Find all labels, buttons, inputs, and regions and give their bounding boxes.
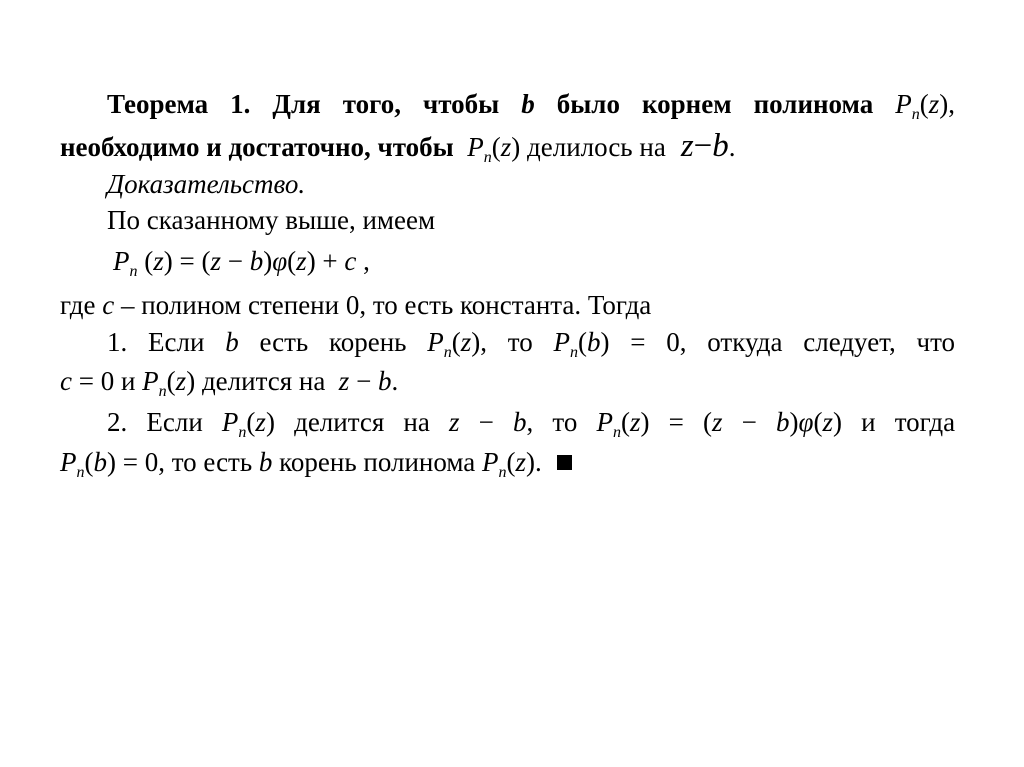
formula-pn-z: $P_n(z)$ xyxy=(142,366,196,400)
item2-text: то есть xyxy=(171,447,253,477)
formula-c-zero: c = 0 xyxy=(60,366,115,396)
item1-word: откуда xyxy=(707,327,783,357)
item1-line-2 xyxy=(60,363,955,399)
item1-word: следует, xyxy=(803,327,896,357)
var-b: b xyxy=(225,327,239,357)
formula-pn-z: $P_n(z)$, xyxy=(427,327,488,361)
c-line xyxy=(60,287,955,323)
item1-word: что xyxy=(916,327,956,357)
c-var: c xyxy=(102,290,115,320)
item1-rest: делится на xyxy=(201,366,326,396)
theorem-line-2: необходимо и достаточно, чтобы $P_n(z)$ делилось на z−b. xyxy=(60,128,736,166)
intro-line xyxy=(60,202,955,238)
item1-number: 1. Если xyxy=(107,327,205,357)
c-rest: то есть константа. Тогда xyxy=(372,290,652,320)
theorem-var-b: b xyxy=(521,89,535,119)
item1-word: корень xyxy=(328,327,407,357)
formula-z-minus-b: z − b, xyxy=(448,407,534,437)
formula-pn-product: $P_n(z) = (z - b)\varphi(z)$ xyxy=(596,407,842,441)
theorem-line-1 xyxy=(60,86,955,122)
item1-and: и xyxy=(120,366,136,396)
item2-number: 2. Если xyxy=(107,407,203,437)
qed-square-icon xyxy=(557,455,572,470)
c-text: – полином степени xyxy=(120,290,340,320)
c-zero: 0, xyxy=(345,290,367,320)
formula-pn-z: $P_n(z)$ xyxy=(460,132,521,166)
formula-pn-b-zero: $P_n(b) = 0$, xyxy=(553,327,687,361)
item2-word: делится xyxy=(294,407,385,437)
main-formula: $P_n$ (z) = (z − b)φ(z) + c , xyxy=(113,246,370,280)
formula-z-minus-b: z − b. xyxy=(332,366,399,396)
theorem-text-2: было корнем полинома xyxy=(556,89,874,119)
formula-pn-b-zero: $P_n(b) = 0$, xyxy=(60,447,165,481)
item2-line-2 xyxy=(60,444,955,480)
formula-z-minus-b: z−b xyxy=(672,128,729,164)
c-prefix: где xyxy=(60,290,96,320)
theorem-title: Теорема 1. xyxy=(107,89,251,119)
item1-word: то xyxy=(507,327,533,357)
theorem-text-3: необходимо и достаточно, чтобы xyxy=(60,132,454,162)
proof-label-line xyxy=(60,166,955,202)
item2-word: и xyxy=(861,407,876,437)
item1-line-1 xyxy=(60,324,955,360)
theorem-text-4: делилось на xyxy=(527,132,666,162)
var-b: b xyxy=(258,447,273,477)
formula-pn-z: $P_n(z)$ xyxy=(221,407,275,441)
item2-word: тогда xyxy=(894,407,956,437)
intro-text: По сказанному выше, имеем xyxy=(107,205,436,235)
formula-pn-z: $P_n(z)$, xyxy=(895,89,956,123)
item2-line-1 xyxy=(60,404,955,440)
item2-word: то xyxy=(552,407,578,437)
formula-pn-z: $P_n(z)$. xyxy=(482,447,542,481)
item2-rest: корень полинома xyxy=(279,447,476,477)
item2-word: на xyxy=(403,407,430,437)
item1-word: есть xyxy=(259,327,309,357)
proof-label: Доказательство. xyxy=(107,169,306,199)
theorem-text-1: Для того, чтобы xyxy=(272,89,500,119)
